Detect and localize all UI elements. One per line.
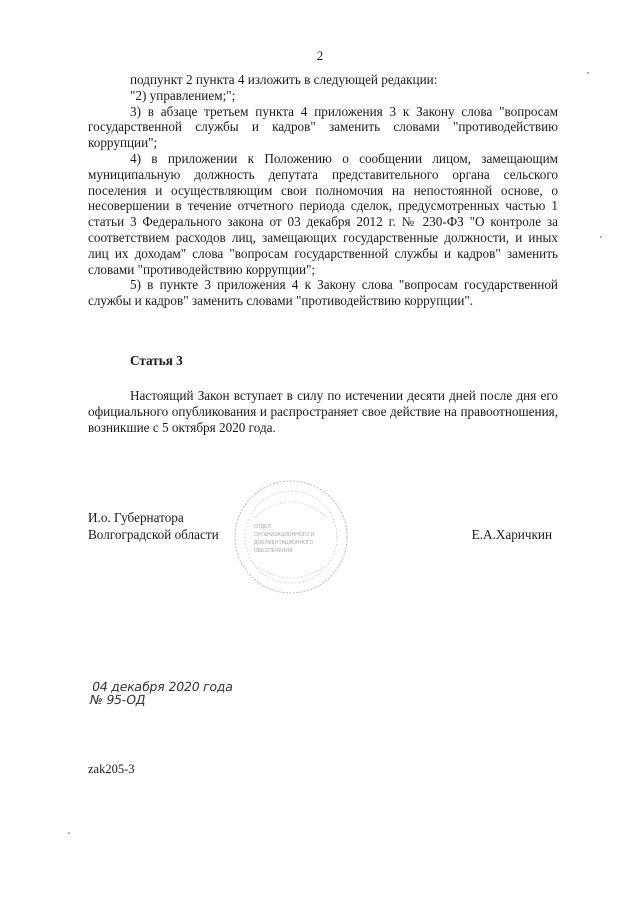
handwritten-date: 04 декабря 2020 года (90, 679, 235, 694)
scan-speck (68, 832, 70, 834)
stamp-line2: ОРГАНИЗАЦИОННОГО И (254, 532, 315, 538)
article-heading: Статья 3 (130, 353, 183, 368)
signature-title-line2: Волгоградской области (88, 527, 219, 542)
stamp-line1: ОТДЕЛ (254, 524, 271, 530)
scan-speck (587, 72, 589, 74)
handwritten-number: № 95-ОД (88, 692, 147, 707)
handwritten-registration (89, 680, 234, 706)
paragraph: подпункт 2 пункта 4 изложить в следующей редакции: (130, 72, 438, 87)
signature-name: Е.А.Харичкин (471, 527, 552, 542)
page-number: 2 (316, 48, 324, 63)
article-body (88, 388, 558, 435)
paragraph: 3) в абзаце третьем пункта 4 приложения 3 к Закону слова "вопросам государственной службы и кадров" заменить словами "противодействию коррупции"; (88, 103, 558, 151)
scan-speck (600, 236, 602, 238)
article-text: Настоящий Закон вступает в силу по истечении десяти дней после дня его официального опубликования и распространяет свое действие на правоотношения, возникшие с 5 октября 2020 года. (88, 388, 558, 435)
paragraph: 5) в пункте 3 приложения 4 к Закону слова "вопросам государственной службы и кадров" заменить словами "противодействию коррупции". (88, 277, 558, 309)
paragraph: 4) в приложении к Положению о сообщении лицом, замещающим муниципальную должность депутата представительного органа сельского поселения и осуществляющим свои полномочия на непостоянной основе, о несовершении в течение отчетного периода сделок, предусмотренных частью 1 статьи 3 Федерального закона от 03 декабря 2012 г. № 230-ФЗ "О контроле за соответствием расходов лиц, замещающих государственные должности, и иных лиц их доходам" слова "вопросам государственной службы и кадров" заменить словами "противодействию коррупции"; (88, 150, 558, 277)
official-stamp (232, 478, 350, 596)
signature-title-line1: И.о. Губернатора (88, 510, 184, 525)
stamp-line4: ОБЕСПЕЧЕНИЯ (254, 548, 293, 554)
signature-title (88, 509, 219, 543)
stamp-line3: ДОКУМЕНТАЦИОННОГО (254, 540, 314, 546)
paragraph: "2) управлением;"; (130, 87, 236, 103)
footer-code: zak205-3 (88, 762, 135, 776)
amendments-block (88, 72, 558, 309)
